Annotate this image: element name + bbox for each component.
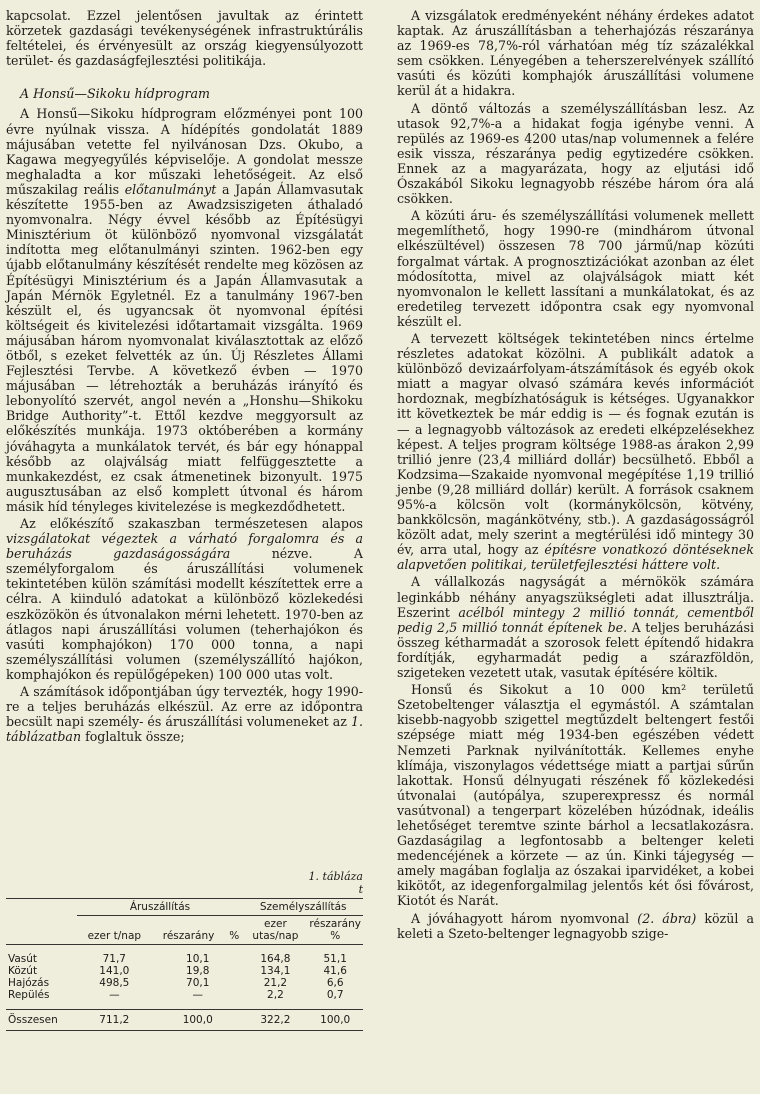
column-header: % — [229, 930, 240, 942]
paragraph: Honsű és Sikokut a 10 000 km² területű Szetobeltenger választja el egymástól. A számtalan kisebb-nagyobb szigettel megtűzdelt beltengert festői szépsége miatt még 1934-ben egészében védett Nemzeti Parknak nyilvánították. Kellemes enyhe klímája, viszonylagos védettsége miatt a partjai sűrűn lakottak. Honsű délnyugati részének fő közlekedési útvonalai (autópálya, szuperexpressz és normál vasútvonal) a tengerpart közelében húzódnak, ideális lehetőséget teremtve szinte bárhol a lecsatlakozásra. Gazdaságilag a legfontosabb a beltenger keleti medencéjének a körzete — az ún. Kinki tájegység — amely magában foglalja az ószakai iparvidéket, a kobei kikötőt, az idegenforgalmilag jelentős két ősi fővárost, Kiotót és Narát. — [397, 682, 754, 909]
table-row: Repülés — — 2,2 0,7 — [8, 989, 344, 1001]
section-heading: A Honsű—Sikoku hídprogram — [20, 86, 210, 102]
table-row: Vasút 71,7 10,1 164,8 51,1 — [8, 953, 347, 965]
figure-reference: (2. ábra) — [637, 910, 697, 926]
table-reference: 1. táblázatban — [6, 714, 363, 745]
table-total-row: Összesen 711,2 100,0 322,2 100,0 — [6, 1010, 363, 1031]
paragraph: A döntő változás a személyszállításban lesz. Az utasok 92,7%-a a hidakat fogja igénybe venni. A repülés az 1969-es 4200 utas/nap volumennek a felére esik vissza, részaránya pedig egytizedére csökken. Ennek az a magyarázata, hogy az eljutási idő Ószakából Sikoku legnagyobb részébe három óra alá csökken. — [397, 100, 754, 207]
paragraph: A jóváhagyott három nyomvonal (2. ábra) közül a keleti a Szeto-beltenger legnagyobb szige- — [397, 910, 754, 941]
emphasis: építésre vonatkozó döntéseknek alapvetően politikai, területfejlesztési háttere volt. — [397, 542, 754, 573]
table-1 — [6, 870, 363, 1031]
right-column — [397, 8, 754, 941]
left-column — [6, 8, 363, 744]
column-header: ezer utas/nap — [252, 918, 299, 942]
emphasis: előtanulmányt — [124, 181, 217, 197]
emphasis: acélból mintegy 2 millió tonnát, cementből pedig 2,5 millió tonnát építenek be. — [397, 604, 754, 635]
paragraph: A közúti áru- és személyszállítási volumenek mellett megemlíthető, hogy 1990-re (mindhárom útvonal elkészültével) összesen 78 700 jármű/nap közúti forgalmat vártak. A prognosztizációkat azonban az élet módosította, mivel az olajválságok miatt két nyomvonalon le kellett lassítani a munkálatokat, és az eredetileg tervezett időpontra csak egy nyomvonal készült el. — [397, 208, 754, 329]
table-caption: 1. táblázа t — [308, 870, 363, 896]
data-table — [6, 898, 363, 1031]
paragraph: Az előkészítő szakaszban természetesen alapos vizsgálatokat végeztek a várható forgalomra és a beruházás gazdaságosságára nézve. A személyforgalom és áruszállítási volumenek tekintetében külön számítási modellt készítettek erre a célra. A kiinduló adatokat a különböző közlekedési eszközökön és útvonalakon mérni lehetett. 1970-ben az átlagos napi áruszállítási volumen (teherhajókon és vasúti komphajókon) 170 000 tonna, a napi személyszállítási volumen (személyszállító hajókon, komphajókon és repülőgépeken) 100 000 utas volt. — [6, 516, 363, 682]
paragraph: A tervezett költségek tekintetében nincs értelme részletes adatokat közölni. A publikált adatok a különböző devizaárfolyam-átszámítások és egyéb okok miatt a magyar olvasó számára kevés információt hordoznak, megbízhatóságuk is kétséges. Ugyanakkor itt következtek be már eddig is — és fognak ezután is — a legnagyobb változások az eredeti elképzelésekhez képest. A teljes program költsége 1988-as árakon 2,99 trillió jenre (23,4 milliárd dollár) becsülhető. Ebből a Kodzsima—Szakaide nyomvonal megépítése 1,19 trillió jenbe (9,28 milliárd dollár) került. A források csaknem 95%-a kölcsön volt (kormánykölcsön, kötvény, bankkölcsön, magánkötvény, stb.). A gazdaságosságról közölt adat, mely szerint a megtérülési idő mintegy 30 év, arra utal, hogy az építésre vonatkozó döntéseknek alapvetően politikai, területfejlesztési háttere volt. — [397, 330, 754, 573]
column-header: részarány — [162, 930, 215, 942]
paragraph: A vizsgálatok eredményeként néhány érdekes adatot kaptak. Az áruszállításban a teherhajózás részaránya az 1969-es 78,7%-ról várhatóan még tíz százalékkal sem csökken. Lényegében a teherszerelvények szállító vasúti és közúti komphajók áruszállítási volumene kerül át a hidakra. — [397, 8, 754, 99]
table-row: Közút 141,0 19,8 134,1 41,6 — [8, 965, 347, 977]
corner-cell — [6, 899, 77, 916]
column-header: ezer t/nap — [87, 930, 142, 942]
table-row: Hajózás 498,5 70,1 21,2 6,6 — [8, 977, 344, 989]
group-header-passenger: Személyszállítás — [243, 899, 363, 916]
paragraph: A vállalkozás nagyságát a mérnökök számára leginkább néhány anyagszükségleti adat illusztrálja. Eszerint acélból mintegy 2 millió tonnát, cementből pedig 2,5 millió tonnát építenek be. A teljes beruházási összeg kétharmadát a szorosok felett építendő hidakra fordítják, egyharmadát pedig a szárazföldön, szigeteken vezetett utak, vasutak építésére költik. — [397, 574, 754, 681]
emphasis: vizsgálatokat végeztek a várható forgalomra és a beruházás gazdaságosságára — [6, 531, 363, 562]
paragraph: A Honsű—Sikoku hídprogram előzményei pont 100 évre nyúlnak vissza. A hídépítés gondolatát 1889 májusában vetette fel nyilvánosan Dzs. Okubo, a Kagawa megyegyűlés képviselője. A gondolat messze meghaladta a kor műszaki lehetőségeit. Az első műszakilag reális előtanulmányt a Japán Államvasutak készítette 1955-ben az Awadzsiszigeten áthaladó nyomvonalra. Négy évvel később az Építésügyi Minisztérium öt különböző nyomvonal vizsgálatát indította meg előtanulmányi szinten. 1962-ben egy újabb előtanulmány készítését rendelte meg közösen az Építésügyi Minisztérium és a Japán Államvasutak a Japán Mérnök Egyletnél. Ez a tanulmány 1967-ben készült el, és ugyancsak öt nyomvonal építési költségeit és kivitelezési időtartamait vizsgálta. 1969 májusában három nyomvonalat kiválasztottak az előző ötből, s ezeket felvették az ún. Új Részletes Állami Fejlesztési Tervbe. A következő évben — 1970 májusában — létrehozták a beruházás irányító és lebonyolító szervét, angol nevén a „Honshu—Shikoku Bridge Authority”-t. Ettől kezdve meggyorsult az előkészítés munkája. 1973 októberében a kormány jóváhagyta a munkálatok tervét, és bár egy hónappal később az olajválság miatt felfüggesztette a munkakezdést, ez csak átmenetinek bizonyult. 1975 augusztusában az első komplett útvonal és három másik híd tényleges kivitelezése is megkezdődhetett. — [6, 106, 363, 514]
paragraph: kapcsolat. Ezzel jelentősen javultak az érintett körzetek gazdasági tevékenységének infrastruktúrális feltételei, és érvényesült az ország kiegyensúlyozott terület- és gazdaságfejlesztési politikája. — [6, 8, 363, 69]
paragraph: A számítások időpontjában úgy tervezték, hogy 1990-re a teljes beruházás elkészül. Az erre az időpontra becsült napi személy- és áruszállítási volumeneket az 1. táblázatban foglaltuk össze; — [6, 684, 363, 745]
group-header-freight: Áruszállítás — [77, 899, 244, 916]
column-header: részarány % — [309, 918, 361, 942]
